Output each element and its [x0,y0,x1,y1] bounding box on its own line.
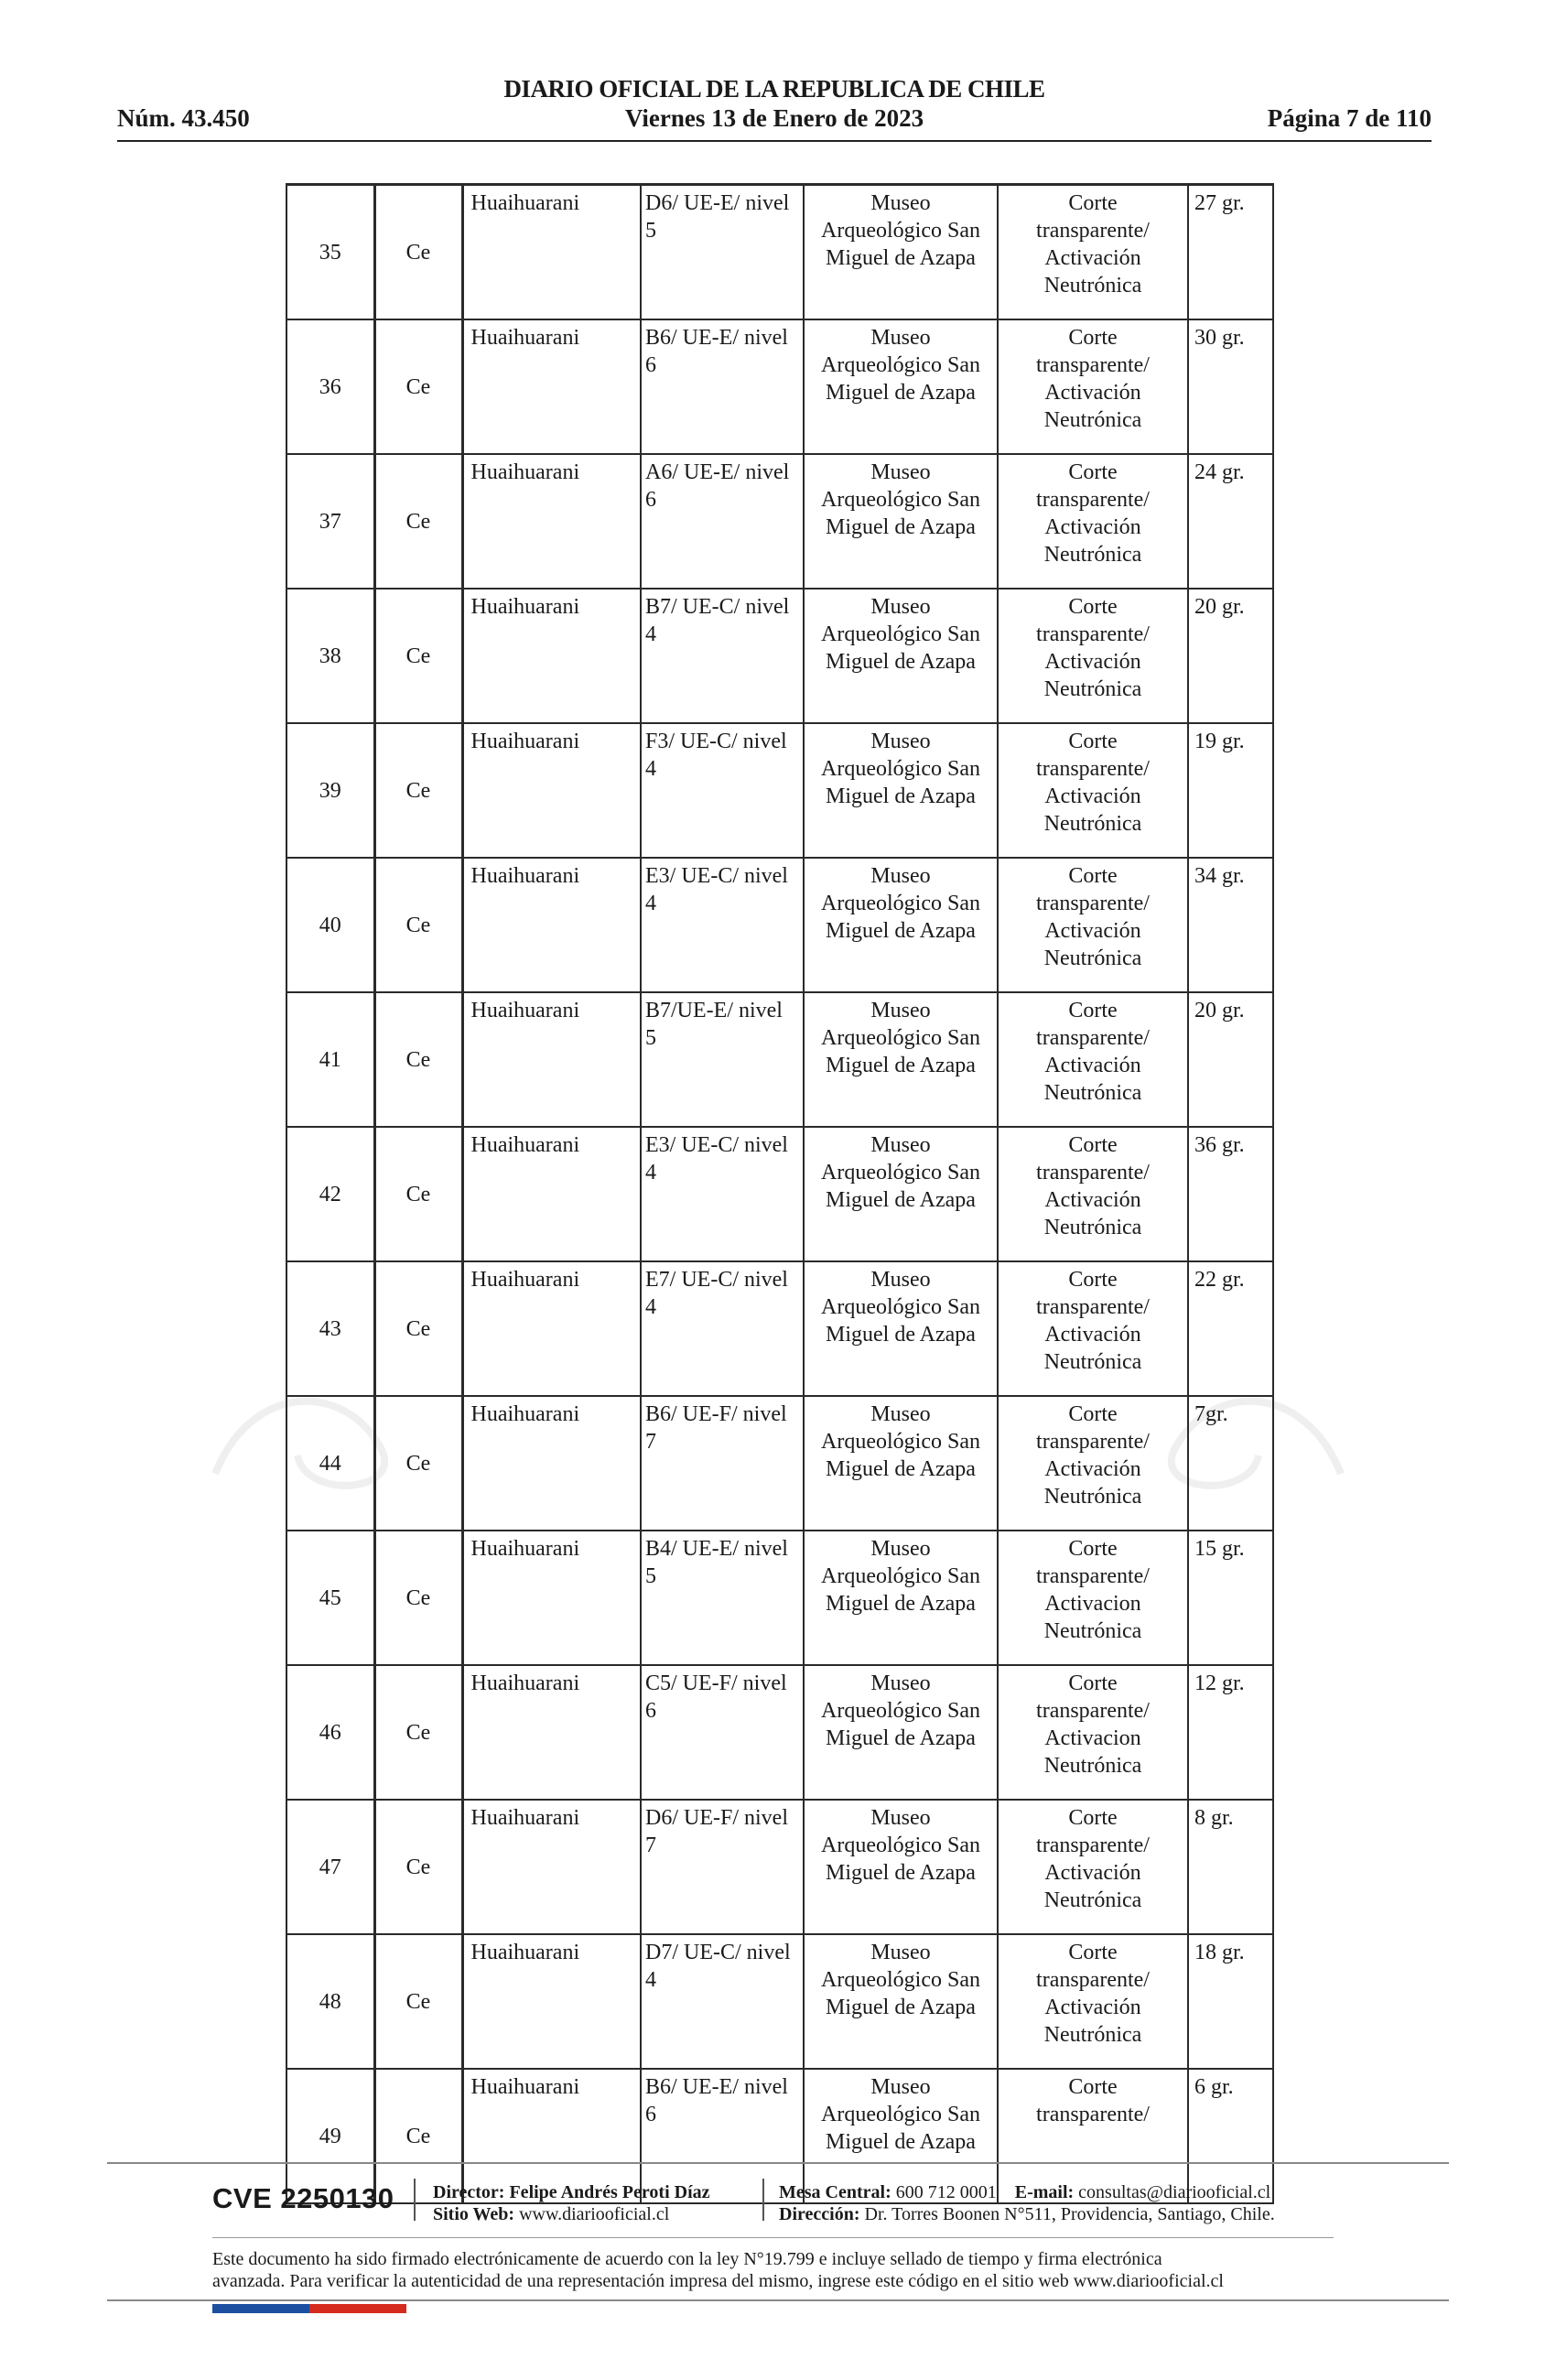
address: Dr. Torres Boonen N°511, Providencia, Santiago, Chile. [864,2204,1275,2224]
unit-cell [641,589,804,723]
unit-cell-line: 5 [645,219,656,243]
row-number-cell: 37 [286,454,374,589]
site-cell: Huaihuarani [462,454,641,589]
museum-cell [804,723,998,858]
unit-cell-line: A6/ UE-E/ nivel [645,460,790,484]
museum-cell-line: Museo [870,326,931,350]
analysis-cell-line: Neutrónica [1043,408,1142,432]
analysis-cell [998,185,1188,320]
museum-cell [804,185,998,320]
issue-number: Núm. 43.450 [117,104,250,132]
museum-cell [804,1934,998,2069]
analysis-cell-line: Neutrónica [1043,1216,1142,1239]
museum-cell-line: Museo [870,1941,931,1964]
unit-cell-line: B6/ UE-E/ nivel [645,2075,788,2099]
unit-cell-line: D6/ UE-F/ nivel [645,1806,788,1830]
unit-cell-line: E7/ UE-C/ nivel [645,1268,788,1292]
footer-divider [107,2162,1449,2164]
weight-cell: 34 gr. [1188,858,1273,992]
museum-cell-line: Arqueológico San [821,622,980,646]
header-divider [117,140,1432,142]
museum-cell-line: Miguel de Azapa [826,1457,976,1481]
unit-cell-line: E3/ UE-C/ nivel [645,864,788,888]
museum-cell-line: Miguel de Azapa [826,515,976,539]
museum-cell-line: Miguel de Azapa [826,1726,976,1750]
unit-cell-line: 5 [645,1564,656,1588]
page-indicator: Página 7 de 110 [1267,104,1432,132]
analysis-cell-line: transparente/ [1036,757,1150,781]
weight-cell: 6 gr. [1188,2069,1273,2203]
legal-line: avanzada. Para verificar la autenticidad de una representación impresa del mismo, ingrese este código en el sitio web www.diariooficial.cl [212,2271,1224,2291]
museum-cell [804,589,998,723]
director-label: Director: [433,2182,505,2202]
museum-cell [804,454,998,589]
row-number-cell: 48 [286,1934,374,2069]
site-cell: Huaihuarani [462,2069,641,2203]
analysis-cell-line: Neutrónica [1043,1485,1142,1509]
unit-cell [641,1665,804,1800]
unit-cell-line: 7 [645,1834,656,1857]
element-cell: Ce [374,454,462,589]
museum-cell-line: Museo [870,864,931,888]
row-number-cell: 40 [286,858,374,992]
site-cell: Huaihuarani [462,858,641,992]
element-cell: Ce [374,723,462,858]
museum-cell [804,1261,998,1396]
museum-cell-line: Arqueológico San [821,219,980,243]
table-row [286,1934,1273,2069]
site-cell: Huaihuarani [462,1800,641,1934]
museum-cell-line: Museo [870,730,931,753]
table-row [286,1127,1273,1261]
site-cell: Huaihuarani [462,1934,641,2069]
analysis-cell-line: Activación [1044,1054,1141,1077]
analysis-cell-line: Neutrónica [1043,947,1142,970]
museum-cell-line: Museo [870,1268,931,1292]
analysis-cell-line: Corte [1068,730,1118,753]
analysis-cell-line: Activación [1044,515,1141,539]
footer-separator [762,2179,764,2221]
element-cell: Ce [374,185,462,320]
analysis-cell-line: Neutrónica [1043,2023,1142,2047]
analysis-cell [998,723,1188,858]
site-cell: Huaihuarani [462,1127,641,1261]
table-row [286,723,1273,858]
unit-cell-line: 4 [645,1968,656,1992]
unit-cell [641,319,804,454]
analysis-cell-line: Corte [1068,999,1118,1022]
cve-code: CVE 2250130 [212,2182,394,2214]
weight-cell: 36 gr. [1188,1127,1273,1261]
weight-cell: 27 gr. [1188,185,1273,320]
unit-cell-line: 6 [645,488,656,512]
analysis-cell-line: Corte [1068,1133,1118,1157]
unit-cell-line: 4 [645,1295,656,1319]
analysis-cell-line: Activación [1044,650,1141,674]
site-cell: Huaihuarani [462,723,641,858]
museum-cell-line: Miguel de Azapa [826,1188,976,1212]
unit-cell-line: B6/ UE-F/ nivel [645,1402,787,1426]
museum-cell-line: Museo [870,1806,931,1830]
analysis-cell-line: transparente/ [1036,1295,1150,1319]
publication-title: DIARIO OFICIAL DE LA REPUBLICA DE CHILE [503,75,1045,103]
address-label: Dirección: [779,2204,860,2224]
director-block [433,2181,710,2225]
museum-cell-line: Arqueológico San [821,1430,980,1454]
element-cell: Ce [374,858,462,992]
unit-cell-line: B6/ UE-E/ nivel [645,326,788,350]
unit-cell-line: 6 [645,353,656,377]
analysis-cell-line: transparente/ [1036,1161,1150,1185]
weight-cell: 12 gr. [1188,1665,1273,1800]
museum-cell-line: Miguel de Azapa [826,1592,976,1616]
analysis-cell-line: Neutrónica [1043,812,1142,836]
row-number-cell: 42 [286,1127,374,1261]
analysis-cell-line: Corte [1068,864,1118,888]
element-cell: Ce [374,589,462,723]
table-row [286,1665,1273,1800]
row-number-cell: 35 [286,185,374,320]
row-number-cell: 45 [286,1531,374,1665]
museum-cell-line: Miguel de Azapa [826,1323,976,1347]
museum-cell-line: Arqueológico San [821,1295,980,1319]
museum-cell-line: Arqueológico San [821,757,980,781]
analysis-cell [998,1261,1188,1396]
analysis-cell-line: Corte [1068,1537,1118,1561]
analysis-cell-line: Neutrónica [1043,677,1142,701]
analysis-cell-line: transparente/ [1036,1699,1150,1723]
museum-cell-line: Museo [870,2075,931,2099]
email-label: E-mail: [1014,2182,1075,2202]
row-number-cell: 44 [286,1396,374,1531]
museum-cell [804,1396,998,1531]
element-cell: Ce [374,992,462,1127]
analysis-cell-line: Neutrónica [1043,1754,1142,1778]
table-row [286,1261,1273,1396]
unit-cell-line: C5/ UE-F/ nivel [645,1671,787,1695]
museum-cell-line: Arqueológico San [821,892,980,915]
analysis-cell-line: Neutrónica [1043,274,1142,298]
element-cell: Ce [374,1531,462,1665]
row-number-cell: 39 [286,723,374,858]
table-row [286,1531,1273,1665]
unit-cell-line: B4/ UE-E/ nivel [645,1537,788,1561]
analysis-cell-line: Neutrónica [1043,1081,1142,1105]
weight-cell: 7gr. [1188,1396,1273,1531]
element-cell: Ce [374,1934,462,2069]
table-row [286,858,1273,992]
museum-cell-line: Miguel de Azapa [826,246,976,270]
unit-cell [641,723,804,858]
museum-cell-line: Miguel de Azapa [826,650,976,674]
museum-cell-line: Museo [870,191,931,215]
museum-cell-line: Miguel de Azapa [826,1054,976,1077]
unit-cell-line: 7 [645,1430,656,1454]
museum-cell-line: Miguel de Azapa [826,2130,976,2154]
analysis-cell-line: Corte [1068,191,1118,215]
unit-cell-line: B7/ UE-C/ nivel [645,595,790,619]
analysis-cell [998,589,1188,723]
issue-date: Viernes 13 de Enero de 2023 [624,104,924,132]
unit-cell [641,1800,804,1934]
analysis-cell-line: Neutrónica [1043,1350,1142,1374]
footer-divider [212,2237,1334,2238]
flag-red-segment [309,2304,406,2313]
unit-cell-line: E3/ UE-C/ nivel [645,1133,788,1157]
analysis-cell-line: transparente/ [1036,622,1150,646]
site-cell: Huaihuarani [462,992,641,1127]
unit-cell [641,858,804,992]
flag-blue-segment [212,2304,309,2313]
element-cell: Ce [374,319,462,454]
analysis-cell-line: Activación [1044,381,1141,405]
phone-label: Mesa Central: [779,2182,891,2202]
analysis-cell-line: Activación [1044,1861,1141,1885]
analysis-cell-line: transparente/ [1036,488,1150,512]
analysis-cell-line: Corte [1068,1671,1118,1695]
phone-number: 600 712 0001 [895,2182,997,2202]
weight-cell: 8 gr. [1188,1800,1273,1934]
museum-cell-line: Museo [870,460,931,484]
analysis-cell-line: Activación [1044,1323,1141,1347]
analysis-cell-line: transparente/ [1036,219,1150,243]
analysis-cell-line: Neutrónica [1043,1888,1142,1912]
unit-cell-line: F3/ UE-C/ nivel [645,730,787,753]
table-row [286,992,1273,1127]
analysis-cell [998,1665,1188,1800]
analysis-cell [998,1127,1188,1261]
unit-cell [641,1934,804,2069]
row-number-cell: 38 [286,589,374,723]
analysis-cell-line: Activación [1044,784,1141,808]
museum-cell-line: Arqueológico San [821,2103,980,2126]
element-cell: Ce [374,1261,462,1396]
museum-cell [804,1531,998,1665]
museum-cell-line: Museo [870,595,931,619]
analysis-cell-line: Activación [1044,919,1141,943]
analysis-cell-line: Corte [1068,2075,1118,2099]
museum-cell [804,858,998,992]
unit-cell [641,1261,804,1396]
element-cell: Ce [374,2069,462,2203]
museum-cell-line: Museo [870,999,931,1022]
analysis-cell-line: Corte [1068,1941,1118,1964]
footer-separator [414,2179,416,2221]
element-cell: Ce [374,1396,462,1531]
analysis-cell-line: Corte [1068,460,1118,484]
records-table-container [286,183,1272,2154]
element-cell: Ce [374,1127,462,1261]
analysis-cell-line: transparente/ [1036,1430,1150,1454]
museum-cell-line: Museo [870,1671,931,1695]
site-cell: Huaihuarani [462,1665,641,1800]
site-cell: Huaihuarani [462,1531,641,1665]
unit-cell [641,1396,804,1531]
analysis-cell-line: Neutrónica [1043,543,1142,567]
analysis-cell-line: transparente/ [1036,1026,1150,1050]
unit-cell [641,1531,804,1665]
unit-cell-line: 4 [645,757,656,781]
row-number-cell: 49 [286,2069,374,2203]
analysis-cell-line: Corte [1068,595,1118,619]
analysis-cell [998,858,1188,992]
row-number-cell: 41 [286,992,374,1127]
analysis-cell-line: transparente/ [1036,353,1150,377]
table-row [286,589,1273,723]
weight-cell: 19 gr. [1188,723,1273,858]
table-row [286,319,1273,454]
unit-cell-line: D7/ UE-C/ nivel [645,1941,791,1964]
analysis-cell-line: Corte [1068,326,1118,350]
analysis-cell-line: transparente/ [1036,2103,1150,2126]
row-number-cell: 43 [286,1261,374,1396]
unit-cell-line: 4 [645,1161,656,1185]
analysis-cell-line: Activacion [1044,1726,1141,1750]
analysis-cell-line: Activación [1044,1457,1141,1481]
weight-cell: 24 gr. [1188,454,1273,589]
analysis-cell-line: Activación [1044,1996,1141,2019]
legal-line: Este documento ha sido firmado electrónicamente de acuerdo con la ley N°19.799 e incluye sellado de tiempo y firma electrónica [212,2249,1162,2269]
museum-cell-line: Miguel de Azapa [826,784,976,808]
museum-cell-line: Museo [870,1537,931,1561]
table-row [286,1396,1273,1531]
site-cell: Huaihuarani [462,589,641,723]
analysis-cell-line: transparente/ [1036,1564,1150,1588]
museum-cell-line: Miguel de Azapa [826,1861,976,1885]
table-row [286,185,1273,320]
footer-divider [107,2299,1449,2301]
analysis-cell-line: transparente/ [1036,1968,1150,1992]
museum-cell-line: Miguel de Azapa [826,919,976,943]
analysis-cell-line: Corte [1068,1806,1118,1830]
museum-cell-line: Miguel de Azapa [826,1996,976,2019]
unit-cell-line: 4 [645,622,656,646]
analysis-cell-line: transparente/ [1036,1834,1150,1857]
table-row [286,454,1273,589]
museum-cell-line: Arqueológico San [821,1699,980,1723]
weight-cell: 20 gr. [1188,589,1273,723]
row-number-cell: 36 [286,319,374,454]
museum-cell [804,1665,998,1800]
unit-cell [641,454,804,589]
museum-cell-line: Museo [870,1402,931,1426]
site-cell: Huaihuarani [462,1261,641,1396]
analysis-cell [998,1800,1188,1934]
contact-block [779,2181,1275,2225]
museum-cell-line: Arqueológico San [821,1834,980,1857]
museum-cell-line: Arqueológico San [821,1968,980,1992]
analysis-cell [998,319,1188,454]
unit-cell-line: 4 [645,892,656,915]
site-cell: Huaihuarani [462,185,641,320]
weight-cell: 20 gr. [1188,992,1273,1127]
row-number-cell: 47 [286,1800,374,1934]
website-label: Sitio Web: [433,2204,515,2224]
museum-cell-line: Arqueológico San [821,1161,980,1185]
museum-cell [804,992,998,1127]
element-cell: Ce [374,1665,462,1800]
unit-cell-line: 6 [645,2103,656,2126]
analysis-cell-line: Neutrónica [1043,1619,1142,1643]
analysis-cell-line: Activacion [1044,1592,1141,1616]
row-number-cell: 46 [286,1665,374,1800]
analysis-cell [998,1934,1188,2069]
site-cell: Huaihuarani [462,319,641,454]
site-cell: Huaihuarani [462,1396,641,1531]
weight-cell: 30 gr. [1188,319,1273,454]
analysis-cell-line: Corte [1068,1268,1118,1292]
chile-flag-stripe [212,2304,406,2313]
unit-cell [641,992,804,1127]
unit-cell [641,1127,804,1261]
unit-cell-line: 6 [645,1699,656,1723]
page-header [117,75,1432,143]
element-cell: Ce [374,1800,462,1934]
unit-cell-line: 5 [645,1026,656,1050]
weight-cell: 22 gr. [1188,1261,1273,1396]
museum-cell-line: Arqueológico San [821,1564,980,1588]
email-link[interactable]: consultas@diariooficial.cl [1078,2182,1271,2202]
analysis-cell-line: Activación [1044,1188,1141,1212]
legal-notice [212,2248,1347,2292]
records-table [286,183,1274,2204]
museum-cell [804,319,998,454]
table-row [286,1800,1273,1934]
analysis-cell-line: Activación [1044,246,1141,270]
analysis-cell-line: transparente/ [1036,892,1150,915]
weight-cell: 18 gr. [1188,1934,1273,2069]
museum-cell-line: Arqueológico San [821,1026,980,1050]
website-link[interactable]: www.diariooficial.cl [519,2204,670,2224]
unit-cell-line: D6/ UE-E/ nivel [645,191,790,215]
director-name: Felipe Andrés Peroti Díaz [509,2182,710,2202]
museum-cell [804,1800,998,1934]
weight-cell: 15 gr. [1188,1531,1273,1665]
unit-cell-line: B7/UE-E/ nivel [645,999,783,1022]
analysis-cell [998,454,1188,589]
museum-cell [804,1127,998,1261]
museum-cell-line: Arqueológico San [821,488,980,512]
museum-cell-line: Miguel de Azapa [826,381,976,405]
museum-cell-line: Arqueológico San [821,353,980,377]
unit-cell [641,185,804,320]
analysis-cell [998,992,1188,1127]
analysis-cell-line: Corte [1068,1402,1118,1426]
analysis-cell [998,1396,1188,1531]
analysis-cell [998,1531,1188,1665]
museum-cell-line: Museo [870,1133,931,1157]
